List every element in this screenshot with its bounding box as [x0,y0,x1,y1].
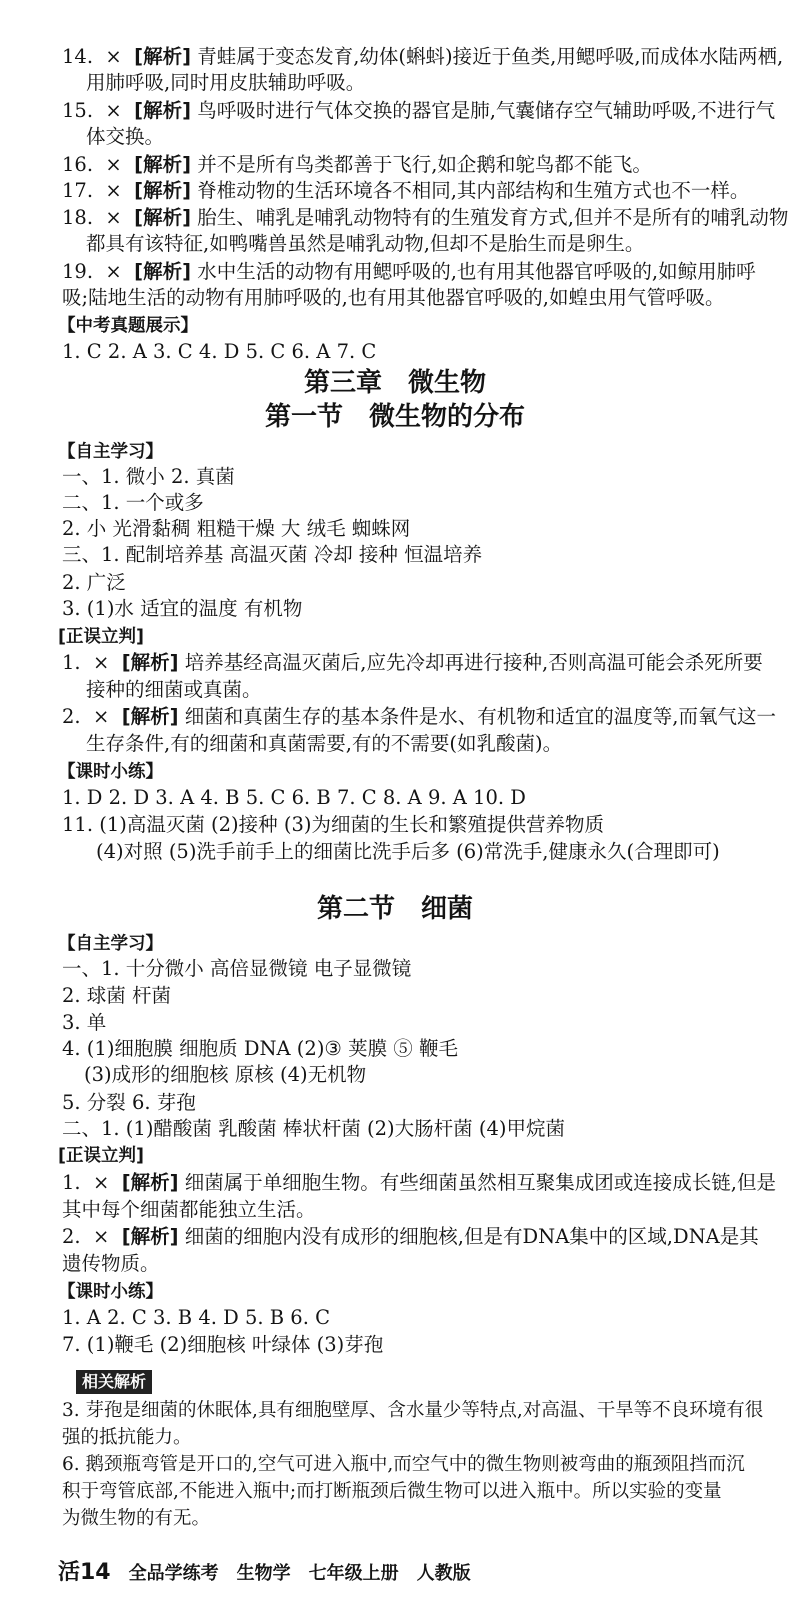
judge-answer-1 [62,1170,776,1196]
wrong-mark: × [105,260,122,283]
book-grade: 七年级上册 [308,1563,399,1584]
page-number: 活14 [58,1560,111,1585]
analysis-tag: [解析] [134,99,191,122]
answer-14 [62,44,783,70]
related-analysis-text: 6. 鹅颈瓶弯管是开口的,空气可进入瓶中,而空气中的微生物则被弯曲的瓶颈阻挡而沉 [62,1454,745,1475]
judge-answer-2-continued: 生存条件,有的细菌和真菌需要,有的不需要(如乳酸菌)。 [86,732,563,755]
practice-answers: 1. D 2. D 3. A 4. B 5. C 6. B 7. C 8. A 9. A 10. D [62,786,526,809]
answer-text: 细菌和真菌生存的基本条件是水、有机物和适宜的温度等,而氧气这一 [184,705,776,728]
analysis-tag: [解析] [134,179,191,202]
judge-answer-2-continued: 遗传物质。 [62,1252,160,1275]
related-analysis-text: 积于弯管底部,不能进入瓶中;而打断瓶颈后微生物可以进入瓶中。所以实验的变量 [62,1481,722,1502]
answer-number: 16. [62,153,94,176]
exam-answers: 1. C 2. A 3. C 4. D 5. C 6. A 7. C [62,340,377,363]
analysis-tag: [解析] [134,153,191,176]
wrong-mark: × [105,153,122,176]
answer-number: 15. [62,99,94,122]
related-analysis-text: 为微生物的有无。 [62,1508,211,1529]
answer-number: 18. [62,206,94,229]
judge-answer-2 [62,1224,759,1250]
answer-text: 青蛙属于变态发育,幼体(蝌蚪)接近于鱼类,用鳃呼吸,而成体水陆两栖, [197,45,784,68]
analysis-tag: [解析] [121,651,179,674]
self-study-line: 2. 广泛 [62,571,126,594]
analysis-tag: [解析] [134,45,191,68]
self-study-line: 一、1. 十分微小 高倍显微镜 电子显微镜 [62,957,412,980]
answer-number: 19. [62,260,94,283]
judge-answer-1-continued: 接种的细菌或真菌。 [86,678,262,701]
answer-text: 水中生活的动物有用鳃呼吸的,也有用其他器官呼吸的,如鲸用肺呼 [197,260,756,283]
practice-answers: 11. (1)高温灭菌 (2)接种 (3)为细菌的生长和繁殖提供营养物质 [62,813,604,836]
book-edition: 人教版 [416,1563,471,1584]
page-footer [58,1560,471,1587]
related-analysis-label: 相关解析 [82,1372,147,1391]
answer-16 [62,152,652,178]
analysis-tag: [解析] [134,260,191,283]
self-study-line: 3. (1)水 适宜的温度 有机物 [62,597,303,620]
practice-answers: 7. (1)鞭毛 (2)细胞核 叶绿体 (3)芽孢 [62,1333,384,1356]
section-title-2: 第二节 细菌 [316,894,473,924]
answer-17 [62,178,749,204]
book-subject: 生物学 [236,1563,291,1584]
wrong-mark: × [93,1225,110,1248]
answer-text: 培养基经高温灭菌后,应先冷却再进行接种,否则高温可能会杀死所要 [184,651,763,674]
judge-answer-1 [62,650,763,676]
wrong-mark: × [105,45,122,68]
answer-text: 并不是所有鸟类都善于飞行,如企鹅和鸵鸟都不能飞。 [197,153,652,176]
analysis-tag: [解析] [121,705,179,728]
self-study-line: 2. 球菌 杆菌 [62,984,172,1007]
answer-15 [62,98,775,124]
answer-number: 17. [62,179,94,202]
answer-19-continued: 吸;陆地生活的动物有用肺呼吸的,也有用其他器官呼吸的,如蝗虫用气管呼吸。 [62,286,725,309]
judge-answer-1-continued: 其中每个细菌都能独立生活。 [62,1198,316,1221]
wrong-mark: × [93,651,110,674]
section-header-self-study: 【自主学习】 [58,934,163,954]
related-analysis-text: 强的抵抗能力。 [62,1427,192,1448]
self-study-line: 4. (1)细胞膜 细胞质 DNA (2)③ 荚膜 ⑤ 鞭毛 [62,1037,458,1060]
analysis-tag: [解析] [121,1225,179,1248]
section-header-practice: 【课时小练】 [58,762,163,782]
answer-text: 脊椎动物的生活环境各不相同,其内部结构和生殖方式也不一样。 [197,179,750,202]
answer-text: 鸟呼吸时进行气体交换的器官是肺,气囊储存空气辅助呼吸,不进行气 [197,99,776,122]
wrong-mark: × [93,705,110,728]
section-header-judge: [正误立判] [58,1146,144,1166]
self-study-line: 2. 小 光滑黏稠 粗糙干燥 大 绒毛 蜘蛛网 [62,517,411,540]
section-header-practice: 【课时小练】 [58,1282,163,1302]
answer-14-continued: 用肺呼吸,同时用皮肤辅助呼吸。 [86,71,366,94]
answer-15-continued: 体交换。 [86,125,165,148]
wrong-mark: × [105,99,122,122]
self-study-line: 5. 分裂 6. 芽孢 [62,1091,196,1114]
self-study-line: 三、1. 配制培养基 高温灭菌 冷却 接种 恒温培养 [62,543,483,566]
section-header-self-study: 【自主学习】 [58,442,163,462]
self-study-line: (3)成形的细胞核 原核 (4)无机物 [84,1063,367,1086]
answer-18-continued: 都具有该特征,如鸭嘴兽虽然是哺乳动物,但却不是胎生而是卵生。 [86,232,645,255]
book-series: 全品学练考 [128,1563,219,1584]
practice-answers: (4)对照 (5)洗手前手上的细菌比洗手后多 (6)常洗手,健康永久(合理即可) [96,840,720,863]
self-study-line: 二、1. 一个或多 [62,491,204,514]
related-analysis-tag [76,1370,152,1394]
answer-number: 1. [62,651,81,674]
self-study-line: 一、1. 微小 2. 真菌 [62,465,235,488]
section-header-exam: 【中考真题展示】 [58,316,198,336]
self-study-line: 3. 单 [62,1011,107,1034]
practice-answers: 1. A 2. C 3. B 4. D 5. B 6. C [62,1306,331,1329]
section-title-1: 第一节 微生物的分布 [264,402,525,432]
wrong-mark: × [105,206,122,229]
answer-18 [62,205,788,231]
wrong-mark: × [105,179,122,202]
answer-text: 细菌的细胞内没有成形的细胞核,但是有DNA集中的区域,DNA是其 [184,1225,759,1248]
analysis-tag: [解析] [121,1171,179,1194]
wrong-mark: × [93,1171,110,1194]
self-study-line: 二、1. (1)醋酸菌 乳酸菌 棒状杆菌 (2)大肠杆菌 (4)甲烷菌 [62,1117,565,1140]
related-analysis-text: 3. 芽孢是细菌的休眠体,具有细胞壁厚、含水量少等特点,对高温、干旱等不良环境有很 [62,1400,764,1421]
answer-number: 14. [62,45,94,68]
answer-19 [62,259,756,285]
answer-text: 胎生、哺乳是哺乳动物特有的生殖发育方式,但并不是所有的哺乳动物 [197,206,789,229]
analysis-tag: [解析] [134,206,191,229]
judge-answer-2 [62,704,776,730]
section-header-judge: [正误立判] [58,627,144,647]
answer-number: 2. [62,1225,81,1248]
chapter-title: 第三章 微生物 [303,368,486,398]
answer-number: 1. [62,1171,81,1194]
answer-number: 2. [62,705,81,728]
answer-text: 细菌属于单细胞生物。有些细菌虽然相互聚集成团或连接成长链,但是 [184,1171,776,1194]
